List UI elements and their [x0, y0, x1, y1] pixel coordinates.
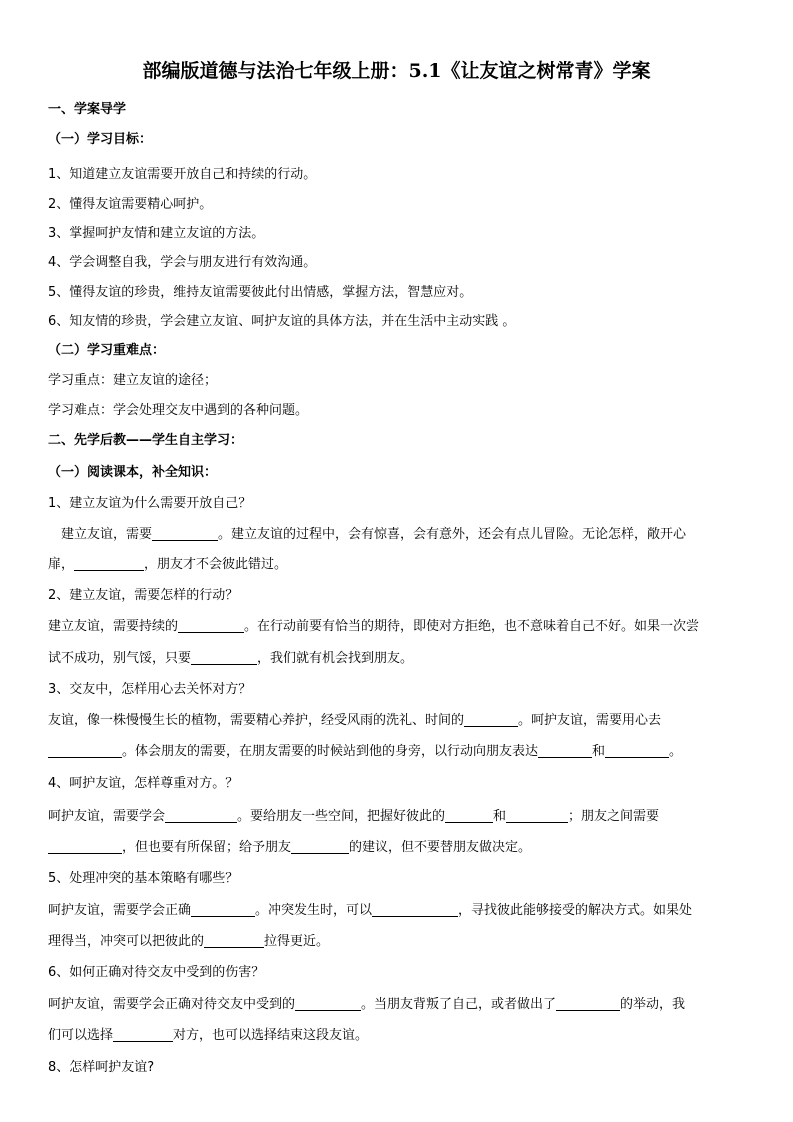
text-segment: 。建立友谊的过程中，会有惊喜，会有意外，还会有点儿冒险。无论怎样，敞开心 — [218, 527, 687, 542]
text-segment: 。要给朋友一些空间，把握好彼此的 — [237, 809, 446, 824]
difficulty-text: 学习难点：学会处理交友中遇到的各种问题。 — [48, 403, 309, 418]
text-segment: 试不成功，别气馁，只要 — [48, 651, 192, 666]
text-segment: 们可以选择 — [48, 1028, 114, 1043]
question-4-line-2 — [48, 836, 531, 855]
fill-blank[interactable] — [538, 743, 592, 758]
text-segment: 和 — [493, 809, 507, 824]
fill-blank[interactable] — [445, 808, 493, 823]
text-segment: 。 — [669, 744, 683, 759]
question-5-line-2 — [48, 930, 329, 949]
question-1-line-1 — [48, 523, 686, 542]
question-8: 8、怎样呵护友谊? — [48, 1060, 155, 1075]
text-segment: ，但也要有所保留；给予朋友 — [122, 840, 292, 855]
text-segment: 。当朋友背叛了自己，或者做出了 — [361, 997, 557, 1012]
objective-item: 3、掌握呵护友情和建立友谊的方法。 — [48, 226, 265, 241]
question-5: 5、处理冲突的基本策略有哪些？ — [48, 871, 239, 886]
subheading-key-points: （二）学习重难点： — [48, 343, 166, 358]
question-2-line-1 — [48, 615, 699, 634]
question-6-line-2 — [48, 1024, 368, 1043]
question-3: 3、交友中，怎样用心去关怀对方？ — [48, 682, 252, 697]
question-6: 6、如何正确对待交友中受到的伤害？ — [48, 965, 265, 980]
objective-item: 6、知友情的珍贵，学会建立友谊、呵护友谊的具体方法，并在生活中主动实践 。 — [48, 314, 516, 329]
question-4: 4、呵护友谊，怎样尊重对方。？ — [48, 776, 239, 791]
text-segment: 。在行动前要有恰当的期待，即使对方拒绝，也不意味着自己不好。如果一次尝 — [244, 619, 700, 634]
objective-item: 1、知道建立友谊需要开放自己和持续的行动。 — [48, 167, 317, 182]
objective-item: 5、懂得友谊的珍贵，维持友谊需要彼此付出情感，掌握方法，智慧应对。 — [48, 285, 473, 300]
fill-blank[interactable] — [372, 902, 458, 917]
fill-blank[interactable] — [464, 712, 518, 727]
fill-blank[interactable] — [204, 933, 264, 948]
fill-blank[interactable] — [152, 526, 218, 541]
text-segment: 。冲突发生时，可以 — [255, 903, 373, 918]
fill-blank[interactable] — [191, 650, 257, 665]
fill-blank[interactable] — [165, 808, 237, 823]
fill-blank[interactable] — [295, 996, 361, 1011]
text-segment: 。体会朋友的需要，在朋友需要的时候站到他的身旁，以行动向朋友表达 — [122, 744, 539, 759]
question-3-line-2 — [48, 740, 682, 759]
fill-blank[interactable] — [48, 743, 122, 758]
fill-blank[interactable] — [556, 996, 620, 1011]
objective-item: 4、学会调整自我，学会与朋友进行有效沟通。 — [48, 255, 317, 270]
text-segment: 理得当，冲突可以把彼此的 — [48, 934, 205, 949]
text-segment: 呵护友谊，需要学会 — [48, 809, 166, 824]
text-segment: 和 — [592, 744, 606, 759]
text-segment: ，我们就有机会找到朋友。 — [257, 651, 414, 666]
fill-blank[interactable] — [291, 839, 349, 854]
text-segment: 呵护友谊，需要学会正确对待交友中受到的 — [48, 997, 296, 1012]
text-segment: 呵护友谊，需要学会正确 — [48, 903, 192, 918]
question-1-line-2 — [48, 553, 287, 572]
text-segment: 扉， — [48, 557, 75, 572]
question-6-line-1 — [48, 993, 685, 1012]
question-2: 2、建立友谊，需要怎样的行动？ — [48, 588, 239, 603]
subheading-reading: （一）阅读课本，补全知识： — [48, 465, 218, 480]
text-segment: 建立友谊，需要持续的 — [48, 619, 179, 634]
fill-blank[interactable] — [178, 618, 244, 633]
objective-item: 2、懂得友谊需要精心呵护。 — [48, 197, 213, 212]
section-heading-self-study: 二、先学后教——学生自主学习： — [48, 433, 244, 448]
text-segment: 友谊，像一株慢慢生长的植物，需要精心养护，经受风雨的洗礼、时间的 — [48, 713, 465, 728]
key-point-text: 学习重点：建立友谊的途径； — [48, 373, 218, 388]
question-3-line-1 — [48, 709, 661, 728]
subheading-objectives: （一）学习目标： — [48, 132, 153, 147]
text-segment: 对方，也可以选择结束这段友谊。 — [173, 1028, 369, 1043]
document-title: 部编版道德与法治七年级上册：5.1《让友谊之树常青》学案 — [142, 60, 651, 82]
text-segment: 拉得更近。 — [264, 934, 330, 949]
text-segment: ；朋友之间需要 — [568, 809, 660, 824]
fill-blank[interactable] — [191, 902, 255, 917]
fill-blank[interactable] — [74, 556, 144, 571]
text-segment: 的建议，但不要替朋友做决定。 — [349, 840, 532, 855]
fill-blank[interactable] — [605, 743, 669, 758]
section-heading-guide: 一、学案导学 — [48, 102, 127, 117]
fill-blank[interactable] — [113, 1027, 173, 1042]
text-segment: ，寻找彼此能够接受的解决方式。如果处 — [458, 903, 693, 918]
question-4-line-1 — [48, 805, 659, 824]
fill-blank[interactable] — [48, 839, 122, 854]
text-segment: 的举动，我 — [620, 997, 686, 1012]
text-segment: ，朋友才不会彼此错过。 — [144, 557, 288, 572]
text-segment: 。呵护友谊，需要用心去 — [518, 713, 662, 728]
fill-blank[interactable] — [506, 808, 568, 823]
text-segment: 建立友谊，需要 — [61, 527, 153, 542]
question-5-line-1 — [48, 899, 692, 918]
question-2-line-2 — [48, 647, 413, 666]
question-1: 1、建立友谊为什么需要开放自己？ — [48, 496, 252, 511]
